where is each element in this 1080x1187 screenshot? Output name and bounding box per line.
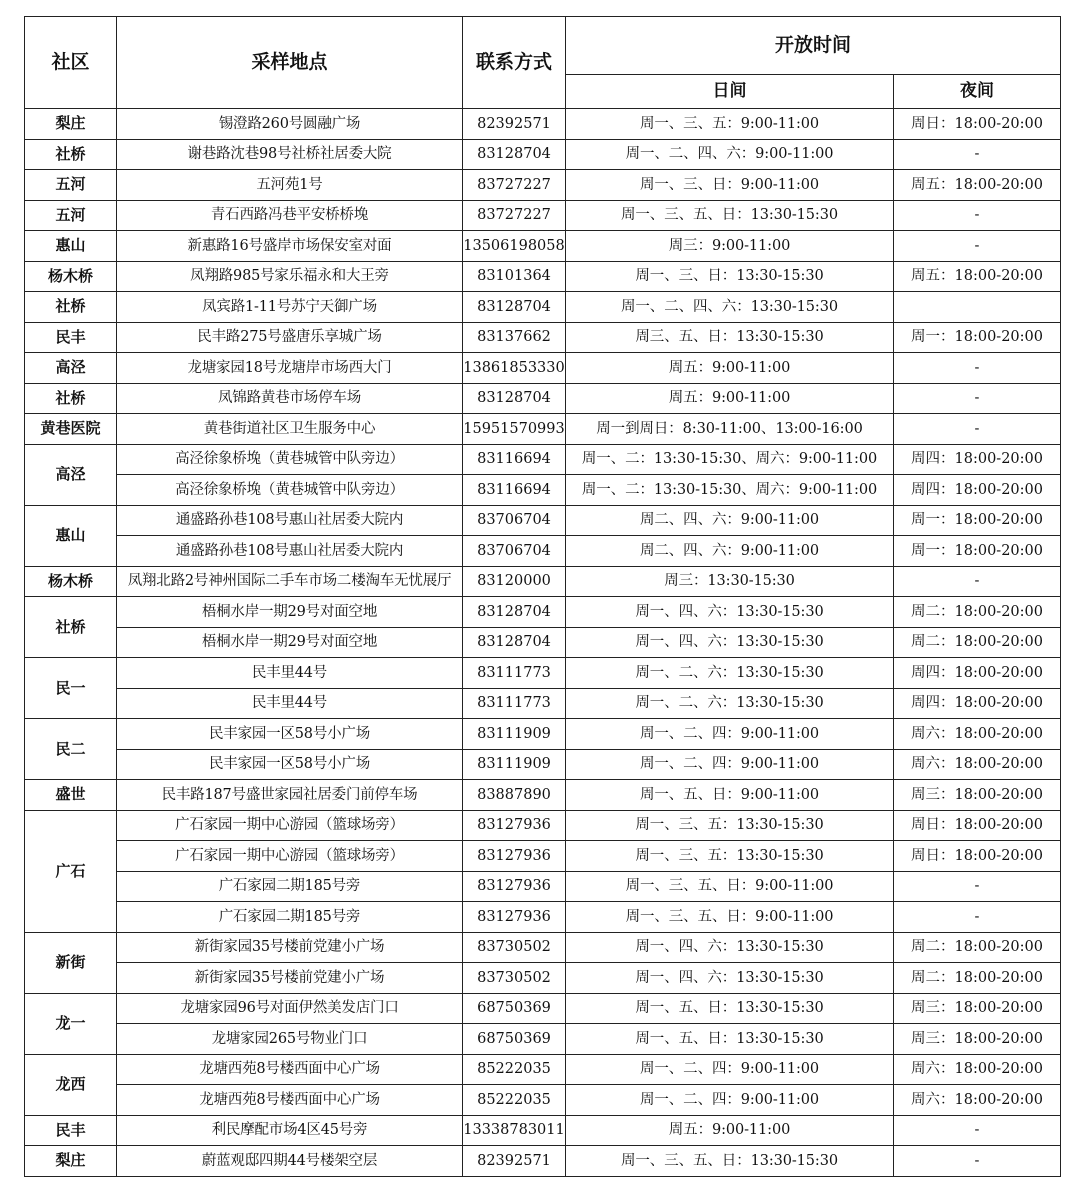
night-hours-cell: - bbox=[894, 139, 1061, 170]
day-hours-cell: 周一、三、五：13:30-15:30 bbox=[566, 810, 894, 841]
table-row bbox=[25, 1085, 1061, 1116]
night-hours-cell: 周六：18:00-20:00 bbox=[894, 1085, 1061, 1116]
table-row bbox=[25, 932, 1061, 963]
site-cell: 民丰家园一区58号小广场 bbox=[117, 719, 463, 750]
community-cell: 民丰 bbox=[25, 1115, 117, 1146]
night-hours-cell: 周六：18:00-20:00 bbox=[894, 719, 1061, 750]
day-hours-cell: 周一、二、六：13:30-15:30 bbox=[566, 688, 894, 719]
site-cell: 新惠路16号盛岸市场保安室对面 bbox=[117, 231, 463, 262]
night-hours-cell: 周四：18:00-20:00 bbox=[894, 444, 1061, 475]
night-hours-cell: 周一：18:00-20:00 bbox=[894, 505, 1061, 536]
community-cell: 广石 bbox=[25, 810, 117, 932]
table-row bbox=[25, 261, 1061, 292]
night-hours-cell: 周日：18:00-20:00 bbox=[894, 841, 1061, 872]
phone-cell: 83727227 bbox=[463, 170, 566, 201]
site-cell: 龙塘西苑8号楼西面中心广场 bbox=[117, 1085, 463, 1116]
day-hours-cell: 周五：9:00-11:00 bbox=[566, 353, 894, 384]
table-row bbox=[25, 353, 1061, 384]
night-hours-cell: 周二：18:00-20:00 bbox=[894, 963, 1061, 994]
site-cell: 凤宾路1-11号苏宁天御广场 bbox=[117, 292, 463, 323]
night-hours-cell: - bbox=[894, 383, 1061, 414]
night-hours-cell: 周六：18:00-20:00 bbox=[894, 749, 1061, 780]
day-hours-cell: 周一、二、四：9:00-11:00 bbox=[566, 719, 894, 750]
phone-cell: 83127936 bbox=[463, 841, 566, 872]
night-hours-cell: 周四：18:00-20:00 bbox=[894, 688, 1061, 719]
site-cell: 龙塘西苑8号楼西面中心广场 bbox=[117, 1054, 463, 1085]
phone-cell: 82392571 bbox=[463, 109, 566, 140]
table-row bbox=[25, 1054, 1061, 1085]
site-cell: 高泾徐象桥堍（黄巷城管中队旁边） bbox=[117, 444, 463, 475]
phone-cell: 13506198058 bbox=[463, 231, 566, 262]
phone-cell: 83730502 bbox=[463, 963, 566, 994]
site-cell: 利民摩配市场4区45号旁 bbox=[117, 1115, 463, 1146]
night-hours-cell: 周五：18:00-20:00 bbox=[894, 170, 1061, 201]
day-hours-cell: 周一、四、六：13:30-15:30 bbox=[566, 597, 894, 628]
day-hours-cell: 周一、四、六：13:30-15:30 bbox=[566, 627, 894, 658]
day-hours-cell: 周一、三、五、日：9:00-11:00 bbox=[566, 902, 894, 933]
community-cell: 高泾 bbox=[25, 444, 117, 505]
site-cell: 广石家园二期185号旁 bbox=[117, 902, 463, 933]
community-cell: 杨木桥 bbox=[25, 566, 117, 597]
phone-cell: 83706704 bbox=[463, 505, 566, 536]
table-row bbox=[25, 810, 1061, 841]
header-open-time: 开放时间 bbox=[566, 17, 1061, 75]
site-cell: 民丰里44号 bbox=[117, 688, 463, 719]
phone-cell: 83116694 bbox=[463, 475, 566, 506]
phone-cell: 83127936 bbox=[463, 810, 566, 841]
day-hours-cell: 周一、二、四：9:00-11:00 bbox=[566, 1085, 894, 1116]
night-hours-cell: - bbox=[894, 1146, 1061, 1177]
site-cell: 民丰路275号盛唐乐享城广场 bbox=[117, 322, 463, 353]
phone-cell: 83727227 bbox=[463, 200, 566, 231]
site-cell: 龙塘家园18号龙塘岸市场西大门 bbox=[117, 353, 463, 384]
table-row bbox=[25, 597, 1061, 628]
phone-cell: 83137662 bbox=[463, 322, 566, 353]
table-body bbox=[25, 109, 1061, 1177]
site-cell: 龙塘家园265号物业门口 bbox=[117, 1024, 463, 1055]
site-cell: 谢巷路沈巷98号社桥社居委大院 bbox=[117, 139, 463, 170]
phone-cell: 13861853330 bbox=[463, 353, 566, 384]
day-hours-cell: 周一、五、日：13:30-15:30 bbox=[566, 1024, 894, 1055]
table-row bbox=[25, 871, 1061, 902]
day-hours-cell: 周三、五、日：13:30-15:30 bbox=[566, 322, 894, 353]
header-contact: 联系方式 bbox=[463, 17, 566, 109]
night-hours-cell: - bbox=[894, 414, 1061, 445]
site-cell: 新街家园35号楼前党建小广场 bbox=[117, 963, 463, 994]
night-hours-cell: 周二：18:00-20:00 bbox=[894, 627, 1061, 658]
site-cell: 高泾徐象桥堍（黄巷城管中队旁边） bbox=[117, 475, 463, 506]
day-hours-cell: 周一、二、四：9:00-11:00 bbox=[566, 1054, 894, 1085]
header-site: 采样地点 bbox=[117, 17, 463, 109]
night-hours-cell: 周四：18:00-20:00 bbox=[894, 658, 1061, 689]
site-cell: 通盛路孙巷108号惠山社居委大院内 bbox=[117, 536, 463, 567]
phone-cell: 83111909 bbox=[463, 749, 566, 780]
night-hours-cell: - bbox=[894, 566, 1061, 597]
site-cell: 广石家园一期中心游园（篮球场旁） bbox=[117, 841, 463, 872]
phone-cell: 68750369 bbox=[463, 993, 566, 1024]
phone-cell: 83111909 bbox=[463, 719, 566, 750]
phone-cell: 13338783011 bbox=[463, 1115, 566, 1146]
night-hours-cell: 周一：18:00-20:00 bbox=[894, 322, 1061, 353]
day-hours-cell: 周一、五、日：9:00-11:00 bbox=[566, 780, 894, 811]
community-cell: 民二 bbox=[25, 719, 117, 780]
site-cell: 凤锦路黄巷市场停车场 bbox=[117, 383, 463, 414]
community-cell: 杨木桥 bbox=[25, 261, 117, 292]
site-cell: 新街家园35号楼前党建小广场 bbox=[117, 932, 463, 963]
night-hours-cell: 周日：18:00-20:00 bbox=[894, 109, 1061, 140]
night-hours-cell: 周五：18:00-20:00 bbox=[894, 261, 1061, 292]
day-hours-cell: 周一、三、五：13:30-15:30 bbox=[566, 841, 894, 872]
table-row bbox=[25, 505, 1061, 536]
community-cell: 社桥 bbox=[25, 139, 117, 170]
site-cell: 民丰路187号盛世家园社居委门前停车场 bbox=[117, 780, 463, 811]
phone-cell: 83887890 bbox=[463, 780, 566, 811]
night-hours-cell: - bbox=[894, 353, 1061, 384]
table-row bbox=[25, 475, 1061, 506]
day-hours-cell: 周一、三、日：13:30-15:30 bbox=[566, 261, 894, 292]
day-hours-cell: 周一、二、四、六：9:00-11:00 bbox=[566, 139, 894, 170]
site-cell: 民丰里44号 bbox=[117, 658, 463, 689]
night-hours-cell: 周日：18:00-20:00 bbox=[894, 810, 1061, 841]
community-cell: 新街 bbox=[25, 932, 117, 993]
day-hours-cell: 周一、三、日：9:00-11:00 bbox=[566, 170, 894, 201]
day-hours-cell: 周三：9:00-11:00 bbox=[566, 231, 894, 262]
table-row bbox=[25, 902, 1061, 933]
header-night: 夜间 bbox=[894, 75, 1061, 109]
community-cell: 社桥 bbox=[25, 383, 117, 414]
community-cell: 梨庄 bbox=[25, 109, 117, 140]
table-row bbox=[25, 536, 1061, 567]
community-cell: 惠山 bbox=[25, 231, 117, 262]
night-hours-cell: - bbox=[894, 902, 1061, 933]
night-hours-cell: 周三：18:00-20:00 bbox=[894, 780, 1061, 811]
community-cell: 五河 bbox=[25, 200, 117, 231]
site-cell: 广石家园二期185号旁 bbox=[117, 871, 463, 902]
sampling-sites-sheet bbox=[24, 16, 1061, 1177]
phone-cell: 83101364 bbox=[463, 261, 566, 292]
site-cell: 锡澄路260号圆融广场 bbox=[117, 109, 463, 140]
table-row bbox=[25, 1024, 1061, 1055]
day-hours-cell: 周一、二、四：9:00-11:00 bbox=[566, 749, 894, 780]
site-cell: 蔚蓝观邸四期44号楼架空层 bbox=[117, 1146, 463, 1177]
table-row bbox=[25, 749, 1061, 780]
night-hours-cell: 周二：18:00-20:00 bbox=[894, 597, 1061, 628]
night-hours-cell: - bbox=[894, 871, 1061, 902]
phone-cell: 83128704 bbox=[463, 597, 566, 628]
phone-cell: 85222035 bbox=[463, 1085, 566, 1116]
table-row bbox=[25, 383, 1061, 414]
day-hours-cell: 周一到周日：8:30-11:00、13:00-16:00 bbox=[566, 414, 894, 445]
phone-cell: 85222035 bbox=[463, 1054, 566, 1085]
table-row bbox=[25, 841, 1061, 872]
table-row bbox=[25, 963, 1061, 994]
phone-cell: 83128704 bbox=[463, 139, 566, 170]
day-hours-cell: 周一、三、五：9:00-11:00 bbox=[566, 109, 894, 140]
phone-cell: 83706704 bbox=[463, 536, 566, 567]
table-row bbox=[25, 993, 1061, 1024]
phone-cell: 83127936 bbox=[463, 902, 566, 933]
table-row bbox=[25, 627, 1061, 658]
community-cell: 民一 bbox=[25, 658, 117, 719]
site-cell: 凤翔路985号家乐福永和大王旁 bbox=[117, 261, 463, 292]
table-row bbox=[25, 688, 1061, 719]
community-cell: 五河 bbox=[25, 170, 117, 201]
community-cell: 梨庄 bbox=[25, 1146, 117, 1177]
community-cell: 盛世 bbox=[25, 780, 117, 811]
day-hours-cell: 周三：13:30-15:30 bbox=[566, 566, 894, 597]
community-cell: 黄巷医院 bbox=[25, 414, 117, 445]
site-cell: 民丰家园一区58号小广场 bbox=[117, 749, 463, 780]
site-cell: 凤翔北路2号神州国际二手车市场二楼淘车无忧展厅 bbox=[117, 566, 463, 597]
night-hours-cell: 周三：18:00-20:00 bbox=[894, 993, 1061, 1024]
day-hours-cell: 周二、四、六：9:00-11:00 bbox=[566, 536, 894, 567]
phone-cell: 82392571 bbox=[463, 1146, 566, 1177]
table-row bbox=[25, 1115, 1061, 1146]
table-row bbox=[25, 566, 1061, 597]
day-hours-cell: 周一、四、六：13:30-15:30 bbox=[566, 963, 894, 994]
night-hours-cell: - bbox=[894, 200, 1061, 231]
night-hours-cell: - bbox=[894, 231, 1061, 262]
night-hours-cell: 周三：18:00-20:00 bbox=[894, 1024, 1061, 1055]
day-hours-cell: 周一、二、四、六：13:30-15:30 bbox=[566, 292, 894, 323]
day-hours-cell: 周一、三、五、日：13:30-15:30 bbox=[566, 1146, 894, 1177]
phone-cell: 83128704 bbox=[463, 627, 566, 658]
community-cell: 龙西 bbox=[25, 1054, 117, 1115]
table-row bbox=[25, 414, 1061, 445]
table-row bbox=[25, 200, 1061, 231]
night-hours-cell: 周四：18:00-20:00 bbox=[894, 475, 1061, 506]
table-row bbox=[25, 1146, 1061, 1177]
day-hours-cell: 周一、四、六：13:30-15:30 bbox=[566, 932, 894, 963]
night-hours-cell: 周六：18:00-20:00 bbox=[894, 1054, 1061, 1085]
site-cell: 广石家园一期中心游园（篮球场旁） bbox=[117, 810, 463, 841]
phone-cell: 15951570993 bbox=[463, 414, 566, 445]
table-row bbox=[25, 139, 1061, 170]
phone-cell: 83111773 bbox=[463, 658, 566, 689]
day-hours-cell: 周一、三、五、日：9:00-11:00 bbox=[566, 871, 894, 902]
community-cell: 龙一 bbox=[25, 993, 117, 1054]
community-cell: 惠山 bbox=[25, 505, 117, 566]
site-cell: 龙塘家园96号对面伊然美发店门口 bbox=[117, 993, 463, 1024]
day-hours-cell: 周五：9:00-11:00 bbox=[566, 1115, 894, 1146]
night-hours-cell: - bbox=[894, 1115, 1061, 1146]
day-hours-cell: 周五：9:00-11:00 bbox=[566, 383, 894, 414]
phone-cell: 83128704 bbox=[463, 292, 566, 323]
night-hours-cell: 周一：18:00-20:00 bbox=[894, 536, 1061, 567]
site-cell: 黄巷街道社区卫生服务中心 bbox=[117, 414, 463, 445]
table-row bbox=[25, 109, 1061, 140]
phone-cell: 83127936 bbox=[463, 871, 566, 902]
phone-cell: 83730502 bbox=[463, 932, 566, 963]
site-cell: 五河苑1号 bbox=[117, 170, 463, 201]
header-community: 社区 bbox=[25, 17, 117, 109]
community-cell: 民丰 bbox=[25, 322, 117, 353]
table-row bbox=[25, 322, 1061, 353]
header-day: 日间 bbox=[566, 75, 894, 109]
day-hours-cell: 周一、二、六：13:30-15:30 bbox=[566, 658, 894, 689]
phone-cell: 83128704 bbox=[463, 383, 566, 414]
sampling-sites-table bbox=[24, 16, 1061, 1177]
table-header bbox=[25, 17, 1061, 109]
site-cell: 梧桐水岸一期29号对面空地 bbox=[117, 627, 463, 658]
community-cell: 社桥 bbox=[25, 597, 117, 658]
table-row bbox=[25, 780, 1061, 811]
day-hours-cell: 周一、三、五、日：13:30-15:30 bbox=[566, 200, 894, 231]
community-cell: 社桥 bbox=[25, 292, 117, 323]
community-cell: 高泾 bbox=[25, 353, 117, 384]
day-hours-cell: 周二、四、六：9:00-11:00 bbox=[566, 505, 894, 536]
site-cell: 通盛路孙巷108号惠山社居委大院内 bbox=[117, 505, 463, 536]
phone-cell: 83116694 bbox=[463, 444, 566, 475]
day-hours-cell: 周一、二：13:30-15:30、周六：9:00-11:00 bbox=[566, 444, 894, 475]
phone-cell: 83120000 bbox=[463, 566, 566, 597]
day-hours-cell: 周一、二：13:30-15:30、周六：9:00-11:00 bbox=[566, 475, 894, 506]
phone-cell: 83111773 bbox=[463, 688, 566, 719]
night-hours-cell: 周二：18:00-20:00 bbox=[894, 932, 1061, 963]
table-row bbox=[25, 231, 1061, 262]
table-row bbox=[25, 658, 1061, 689]
site-cell: 青石西路冯巷平安桥桥堍 bbox=[117, 200, 463, 231]
table-row bbox=[25, 719, 1061, 750]
table-row bbox=[25, 292, 1061, 323]
site-cell: 梧桐水岸一期29号对面空地 bbox=[117, 597, 463, 628]
table-row bbox=[25, 170, 1061, 201]
phone-cell: 68750369 bbox=[463, 1024, 566, 1055]
night-hours-cell bbox=[894, 292, 1061, 323]
day-hours-cell: 周一、五、日：13:30-15:30 bbox=[566, 993, 894, 1024]
table-row bbox=[25, 444, 1061, 475]
header-row-primary bbox=[25, 17, 1061, 75]
